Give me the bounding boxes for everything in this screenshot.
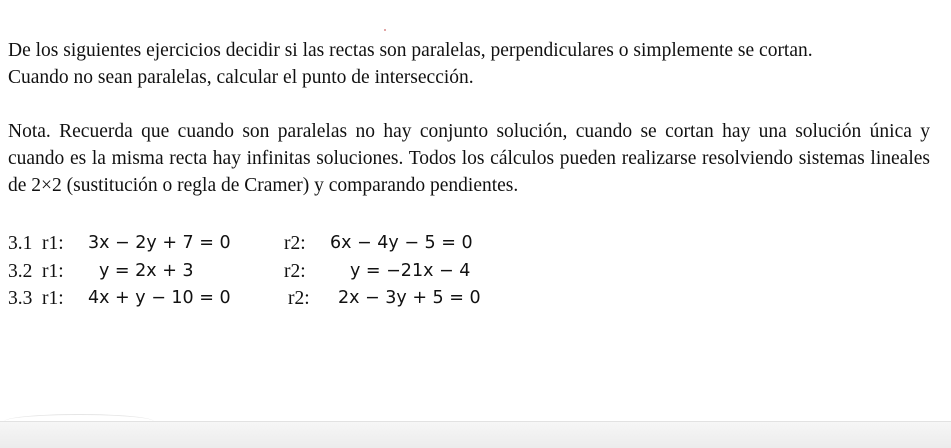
document-body [8,37,930,199]
r1-equation: 4x + y − 10 = 0 [88,288,231,308]
r2-equation: y = −21x − 4 [350,260,471,281]
exercise-row [8,285,608,313]
exercise-number: 3.1 [8,233,33,254]
intro-line-1: De los siguientes ejercicios decidir si las rectas son paralelas, perpendiculares o simplemente se cortan. [8,40,813,61]
r1-label: r1: [42,233,64,254]
intro-line-2: Cuando no sean paralelas, calcular el punto de intersección. [8,67,474,88]
r2-label: r2: [284,260,306,282]
exercise-row [8,258,608,286]
r2-label: r2: [284,233,306,254]
faint-smudge [4,414,154,429]
exercise-row [8,230,608,258]
r2-equation: 2x − 3y + 5 = 0 [338,288,481,308]
cut-off-previous-line [0,0,951,6]
page-bottom-edge [0,421,951,448]
r1-label: r1: [42,288,64,309]
r2-equation: 6x − 4y − 5 = 0 [330,233,473,253]
r2-label: r2: [288,288,310,309]
exercise-number: 3.3 [8,288,33,309]
stray-mark [384,29,386,31]
exercise-number: 3.2 [8,260,33,282]
r1-equation: 3x − 2y + 7 = 0 [88,233,231,253]
note-paragraph: Nota. Recuerda que cuando son paralelas no hay conjunto solución, cuando se cortan hay una solución única y cuando es la misma recta hay infinitas soluciones. Todos los cálculos pueden realizarse resolviendo sistemas lineales de 2×2 (sustitución o regla de Cramer) y comparando pendientes. [8,121,930,196]
r1-equation: y = 2x + 3 [99,260,194,281]
r1-label: r1: [42,260,64,282]
exercise-list [8,230,608,313]
